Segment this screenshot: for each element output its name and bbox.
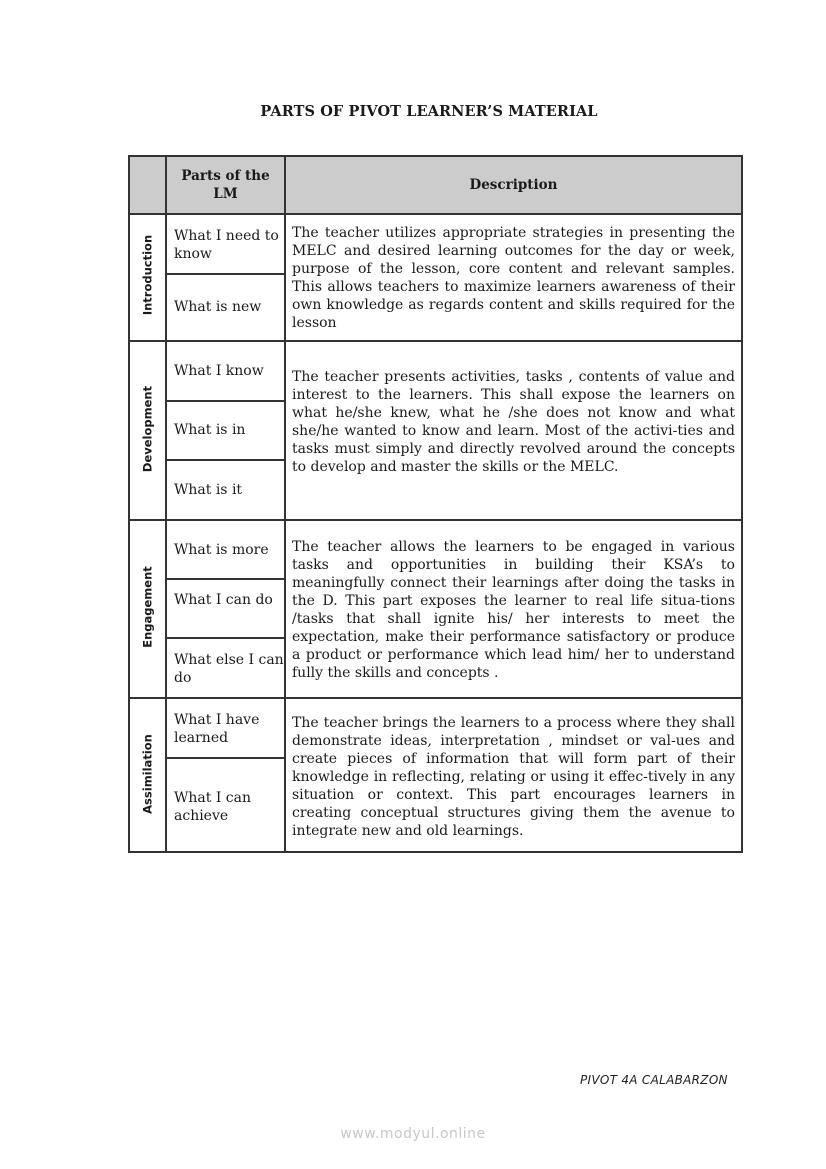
- part-divider: [166, 273, 285, 275]
- stage-label-development: Development: [140, 385, 155, 473]
- part-what-else-i-can-do: What else I can do: [174, 652, 284, 686]
- header-parts-line2: LM: [213, 186, 238, 202]
- group-divider-2: [130, 519, 741, 521]
- page-title: PARTS OF PIVOT LEARNER’S MATERIAL: [260, 103, 598, 120]
- parts-table: [128, 155, 743, 853]
- part-divider: [166, 757, 285, 759]
- part-what-is-new: What is new: [174, 299, 262, 315]
- header-divider: [130, 213, 741, 215]
- description-assimilation: The teacher brings the learners to a process where they shall demonstrate ideas, interpretation , mindset or val-ues and create pieces of information that will form part of their knowledge in reflecting, relating or using it effec-tively in any situation or context. This part encourages learners in creating conceptual structures giving them the avenue to integrate new and old learnings.: [292, 715, 735, 839]
- group-divider-1: [130, 340, 741, 342]
- part-what-i-can-achieve: What I can achieve: [174, 790, 252, 824]
- column-divider-1: [165, 157, 167, 851]
- description-development: The teacher presents activities, tasks , contents of value and interest to the learners. This shall expose the learners on what he/she knew, what he /she does not know and what she/he wanted to know and learn. Most of the activi-ties and tasks must simply and directly revolved around the concepts to develop and master the skills or the MELC.: [292, 369, 735, 475]
- description-engagement: The teacher allows the learners to be engaged in various tasks and opportunities in building their KSA’s to meaningfully connect their learnings after doing the tasks in the D. This part exposes the learner to real life situa-tions /tasks that shall ignite his/ her interests to meet the expectation, make their performance satisfactory or produce a product or performance which lead him/ her to understand fully the skills and concepts .: [292, 539, 735, 681]
- part-what-i-need-to-know: What I need to know: [174, 228, 279, 262]
- header-description: Description: [469, 177, 558, 193]
- group-divider-3: [130, 697, 741, 699]
- part-divider: [166, 400, 285, 402]
- part-what-is-more: What is more: [174, 542, 269, 558]
- footer-label: PIVOT 4A CALABARZON: [580, 1073, 728, 1087]
- watermark: www.modyul.online: [340, 1126, 486, 1142]
- part-what-i-know: What I know: [174, 363, 264, 379]
- part-divider: [166, 578, 285, 580]
- part-divider: [166, 459, 285, 461]
- stage-label-assimilation: Assimilation: [140, 734, 155, 814]
- part-what-i-have-learned: What I have learned: [174, 712, 260, 746]
- part-what-i-can-do: What I can do: [174, 592, 273, 608]
- part-divider: [166, 637, 285, 639]
- part-what-is-it: What is it: [174, 482, 243, 498]
- stage-label-engagement: Engagement: [140, 566, 155, 648]
- description-introduction: The teacher utilizes appropriate strategies in presenting the MELC and desired learning outcomes for the day or week, purpose of the lesson, core content and relevant samples. This allows teachers to maximize learners awareness of their own knowledge as regards content and skills required for the lesson: [292, 225, 735, 331]
- header-parts-line1: Parts of the: [181, 168, 270, 184]
- part-what-is-in: What is in: [174, 422, 246, 438]
- header-parts: [167, 167, 284, 203]
- stage-label-introduction: Introduction: [140, 234, 155, 316]
